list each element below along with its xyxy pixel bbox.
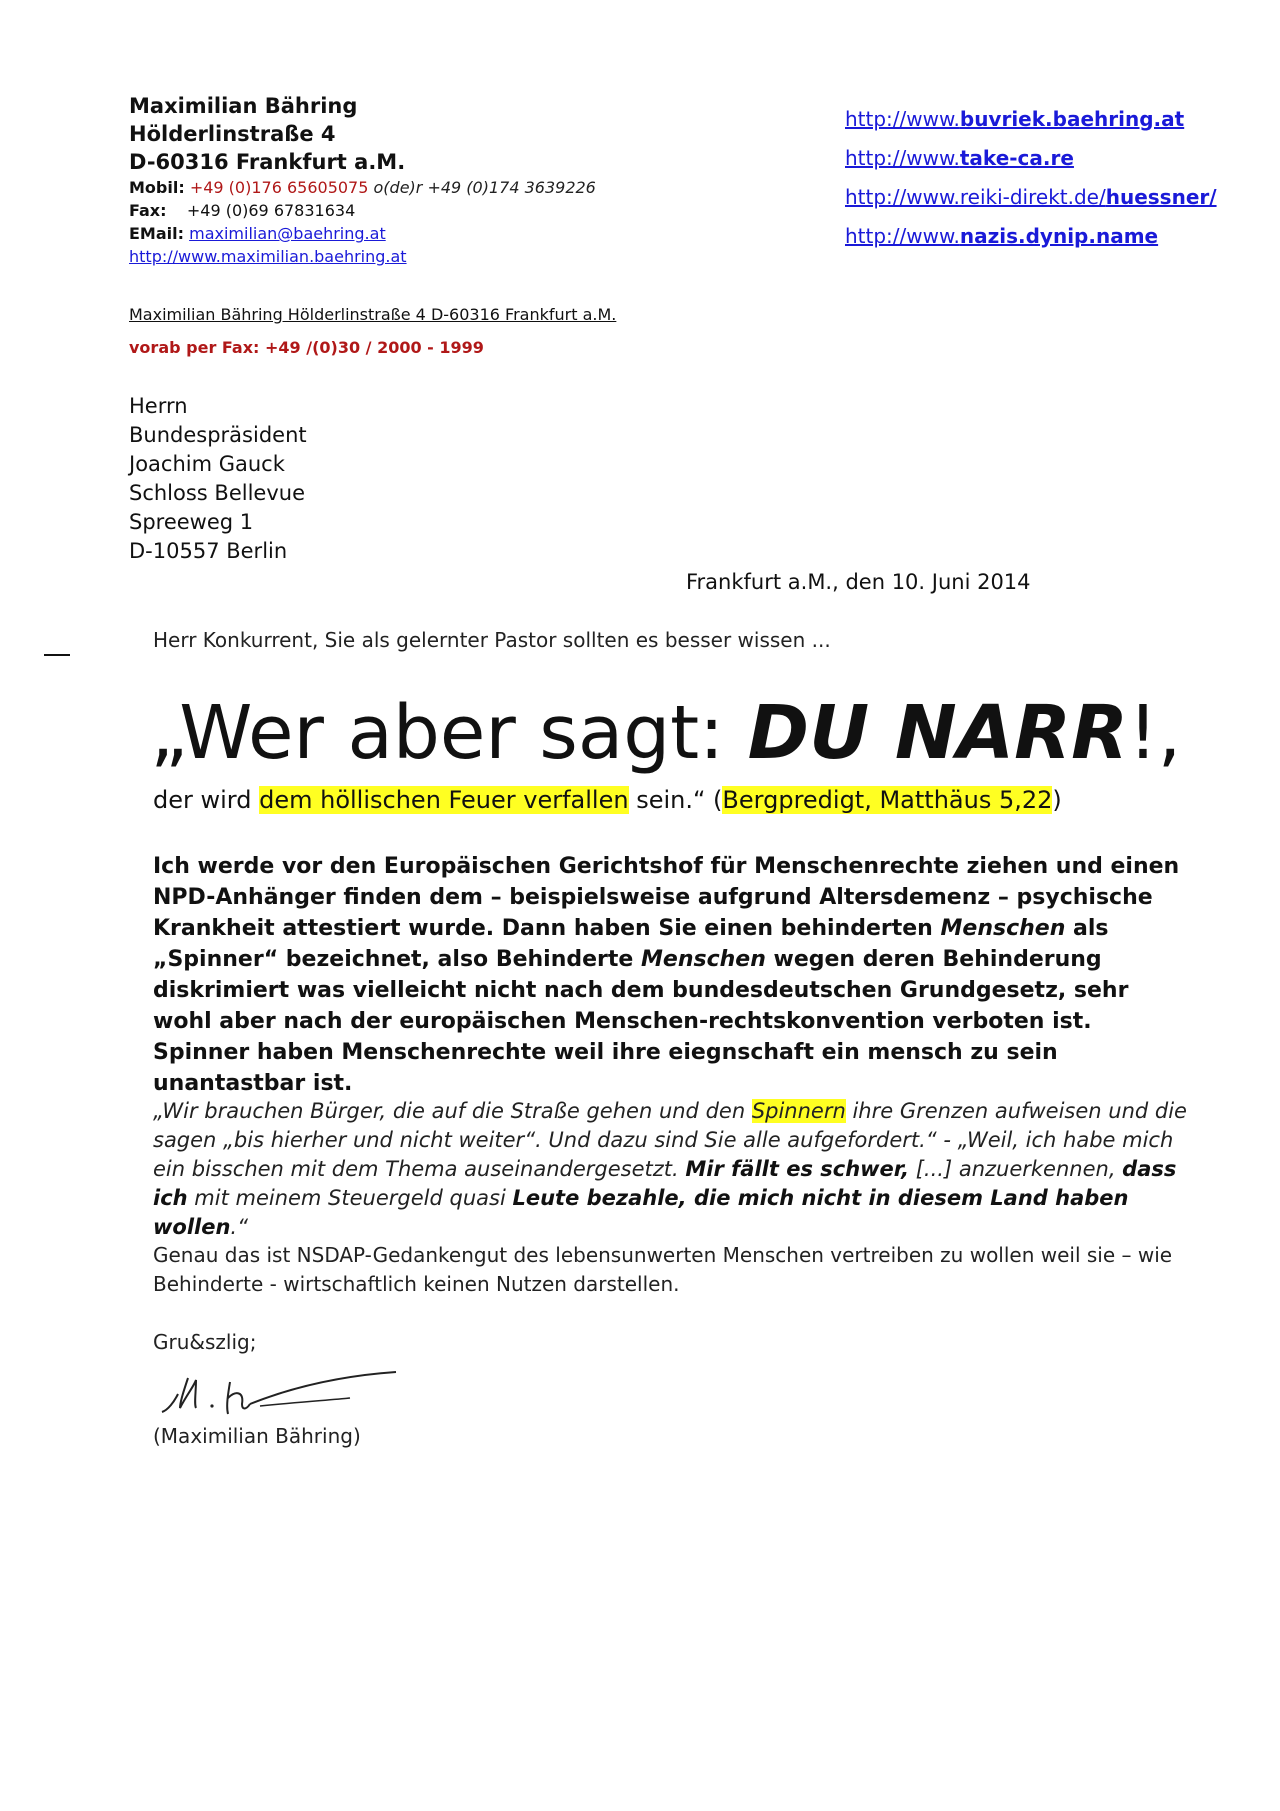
quote-para-bold: Leute bezahle, die mich nicht in diesem Land haben wollen <box>153 1186 1129 1239</box>
site-link-prefix: http://www. <box>845 146 960 170</box>
fax-label: Fax: <box>129 201 167 220</box>
sender-mobile-line <box>129 176 689 199</box>
recipient-line: Schloss Bellevue <box>129 481 305 505</box>
recipient-line: Herrn <box>129 394 188 418</box>
site-link-domain: huessner/ <box>1105 185 1217 209</box>
fold-mark <box>44 654 70 656</box>
quote-para-text: .“ <box>230 1215 248 1239</box>
advance-fax-number: +49 /(0)30 / 2000 - 1999 <box>264 338 484 357</box>
signature-image <box>150 1356 410 1426</box>
big-quote-narr: DU NARR <box>747 690 1129 776</box>
quote-para-text: mit meinem Steuergeld quasi <box>187 1186 513 1210</box>
site-link-domain: buvriek.baehring.at <box>959 107 1185 131</box>
quote-line2-end: ) <box>1052 786 1062 814</box>
mobile-label: Mobil: <box>129 178 185 197</box>
recipient-line: Bundespräsident <box>129 423 307 447</box>
main-para-text: Ich werde vor den Europäischen Gerichtshof für Menschenrechte ziehen und einen NPD-Anhänger finden dem – beispielsweise aufgrund Altersdemenz – psychische Krankheit attestiert wurde. Dann haben Sie einen behinderten <box>153 854 1180 941</box>
sender-email-line <box>129 222 689 245</box>
recipient-line: D-10557 Berlin <box>129 539 288 563</box>
main-paragraph <box>153 851 1193 1099</box>
subject-line: Herr Konkurrent, Sie als gelernter Pastor sollten es besser wissen ... <box>153 628 831 652</box>
quote-paragraph <box>153 1097 1193 1242</box>
site-link-prefix: http://www. <box>845 224 960 248</box>
site-link-domain: take-ca.re <box>959 146 1074 170</box>
big-quote-close: !, <box>1128 690 1182 776</box>
mobile-number-1: +49 (0)176 65605075 <box>189 178 369 197</box>
signer-name: (Maximilian Bähring) <box>153 1424 361 1448</box>
email-link[interactable]: maximilian@baehring.at <box>189 224 386 243</box>
quote-para-text: ihre Grenzen aufweisen und die sagen „bis hierher und nicht weiter“. Und dazu sind Sie alle aufgefordert.“ - „Weil, ich habe mich ein bisschen mit dem Thema auseinandergesetzt. <box>153 1099 1187 1181</box>
sender-block <box>129 92 689 268</box>
site-links <box>845 100 1265 256</box>
site-link-prefix: http://www.reiki-direkt.de/ <box>845 185 1106 209</box>
return-address-line: Maximilian Bähring Hölderlinstraße 4 D-60316 Frankfurt a.M. <box>129 305 617 324</box>
recipient-address <box>129 392 307 566</box>
quote-line2-mid: sein.“ ( <box>628 786 723 814</box>
big-quote-open: „Wer aber sagt: <box>150 690 748 776</box>
quote-highlight-reference: Bergpredigt, Matthäus 5,22 <box>722 786 1053 814</box>
main-para-text: wegen deren Behinderung diskrimiert was vielleicht nicht nach dem bundesdeutschen Grundgesetz, sehr wohl aber nach der europäischen Menschen-rechtskonvention verboten ist. Spinner haben Menschenrechte weil ihre eiegnschaft ein mensch zu sein unantastbar ist. <box>153 947 1129 1096</box>
sender-street: Hölderlinstraße 4 <box>129 122 336 146</box>
closing-paragraph: Genau das ist NSDAP-Gedankengut des lebensunwerten Menschen vertreiben zu wollen weil sie – wie Behinderte - wirtschaftlich keinen Nutzen darstellen. <box>153 1243 1173 1296</box>
main-para-emphasis: Menschen <box>940 916 1066 941</box>
quote-para-bold: Mir fällt es schwer, <box>685 1157 910 1181</box>
quote-para-bold: dass ich <box>153 1157 1177 1210</box>
sender-city: D-60316 Frankfurt a.M. <box>129 150 406 174</box>
main-para-emphasis: Menschen <box>641 947 766 972</box>
quote-para-text: [...] anzuerkennen, <box>909 1157 1123 1181</box>
quote-line2-start: der wird <box>153 786 260 814</box>
mobile-or: o(de)r <box>373 178 423 197</box>
quote-para-text: „Wir brauchen Bürger, die auf die Straße gehen und den <box>153 1099 752 1123</box>
main-para-text: als „Spinner“ bezeichnet, also Behinderte <box>153 916 1109 972</box>
sender-website-line <box>129 245 689 268</box>
fax-number: +49 (0)69 67831634 <box>186 201 356 220</box>
quote-highlight-fire: dem höllischen Feuer verfallen <box>259 786 629 814</box>
recipient-line: Joachim Gauck <box>129 452 285 476</box>
site-link-domain: nazis.dynip.name <box>959 224 1159 248</box>
quote-highlight-spinnern: Spinnern <box>751 1099 846 1123</box>
site-link-take-care[interactable] <box>845 139 1265 178</box>
date-line: Frankfurt a.M., den 10. Juni 2014 <box>686 570 1031 594</box>
mobile-number-2: +49 (0)174 3639226 <box>427 178 596 197</box>
email-label: EMail: <box>129 224 185 243</box>
site-link-prefix: http://www. <box>845 107 960 131</box>
advance-fax-prefix: vorab per Fax: <box>129 338 260 357</box>
sender-fax-line <box>129 199 689 222</box>
website-link[interactable]: http://www.maximilian.baehring.at <box>129 247 407 266</box>
big-quote-heading <box>150 688 1181 778</box>
greeting: Gru&szlig; <box>153 1330 257 1354</box>
big-quote-second-line <box>153 786 1062 814</box>
site-link-buvriek[interactable] <box>845 100 1265 139</box>
recipient-line: Spreeweg 1 <box>129 510 254 534</box>
sender-name: Maximilian Bähring <box>129 94 358 118</box>
advance-fax-line <box>129 338 484 357</box>
site-link-nazis[interactable] <box>845 217 1265 256</box>
site-link-reiki[interactable] <box>845 178 1265 217</box>
